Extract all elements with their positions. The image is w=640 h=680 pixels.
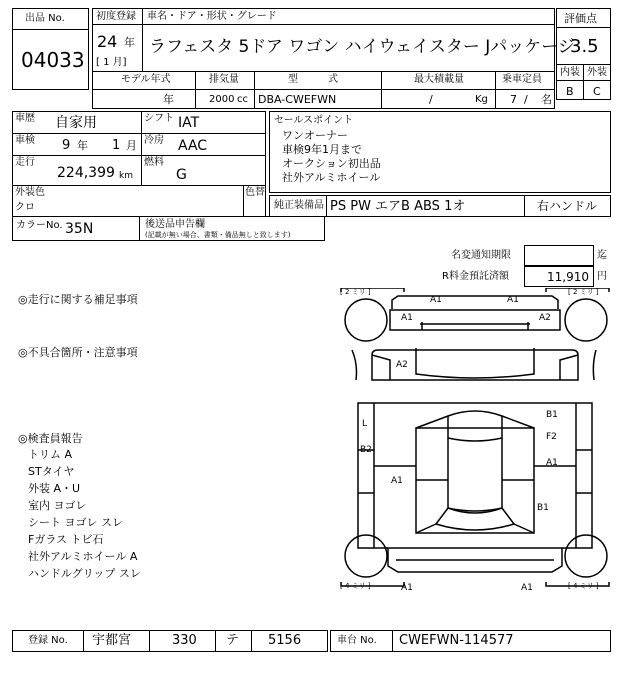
car-name-label: 車名・ドア・形状・グレード	[147, 11, 277, 22]
exterior-grade: C	[593, 85, 601, 98]
damage-mark: A1	[546, 458, 558, 468]
exterior-color-cell	[12, 185, 266, 217]
registration-label: 登録 No.	[28, 635, 68, 646]
inspector-item: シート ヨゴレ スレ	[28, 516, 123, 529]
color-no-cell	[12, 216, 140, 241]
exterior-grade-cell	[583, 80, 611, 100]
fuel-value: G	[176, 167, 187, 183]
damage-mark: A1	[391, 476, 403, 486]
displacement-value: 2000	[209, 94, 235, 105]
fee-field	[524, 266, 594, 287]
fee-label: R料金預託済額	[442, 271, 509, 282]
lot-label-cell	[12, 8, 89, 30]
sales-points-label: セールスポイント	[274, 115, 354, 126]
drive-side-cell	[524, 195, 611, 217]
inspector-report-label: ◎検査員報告	[18, 432, 83, 445]
color-no-value: 35N	[65, 221, 94, 237]
damage-mark: B2	[360, 445, 372, 455]
rating-label: 評価点	[564, 12, 597, 25]
first-reg-label: 初度登録	[96, 11, 136, 22]
sales-points-cell	[269, 111, 611, 193]
model-year-unit: 年	[163, 93, 174, 106]
name-change-unit: 迄	[597, 250, 607, 261]
damage-mark: A1	[401, 583, 413, 593]
exterior-color-label: 外装色	[15, 187, 45, 198]
fee-unit: 円	[597, 271, 607, 282]
inspection-month: 1	[112, 138, 121, 153]
damage-mark: A1	[521, 583, 533, 593]
type-value: DBA-CWEFWN	[258, 93, 337, 106]
fee-value: 11,910	[547, 270, 589, 284]
docs-label: 後送品申告欄	[145, 219, 205, 230]
inspection-year-unit: 年	[77, 139, 88, 152]
first-reg-year-unit: 年	[124, 36, 135, 49]
damage-mark: A2	[396, 360, 408, 370]
inspection-month-unit: 月	[126, 139, 137, 152]
rating-cell	[556, 27, 611, 65]
car-name-cell	[142, 24, 575, 72]
fuel-label: 燃料	[144, 157, 164, 168]
lot-number: 04033	[21, 48, 85, 72]
sales-points-list	[282, 129, 381, 185]
inspector-item: 外装 A・U	[28, 482, 81, 495]
type-label: 型 式	[288, 74, 338, 85]
wheel-front-right	[565, 299, 607, 341]
displacement-label: 排気量	[209, 74, 239, 85]
damage-mark: L	[362, 419, 368, 429]
registration-city: 宇都宮	[92, 633, 132, 648]
shift-value: IAT	[178, 115, 200, 131]
ac-label: 冷房	[144, 135, 164, 146]
inspector-item: ハンドルグリップ スレ	[28, 567, 141, 580]
wheel-front-left	[345, 299, 387, 341]
history-label: 車歴	[15, 113, 35, 124]
first-reg-month: [ 1 月]	[96, 57, 127, 68]
interior-grade-cell	[556, 80, 584, 100]
inspector-report-list	[28, 446, 141, 582]
displacement-unit: cc	[237, 94, 248, 105]
first-reg-cell	[92, 24, 143, 72]
tire-depth-front-right: [ 2 ミリ ]	[568, 288, 599, 296]
inspector-item: 室内 ヨゴレ	[28, 499, 87, 512]
max-load-unit: Kg	[475, 94, 488, 105]
equipment-label: 純正装備品	[274, 200, 324, 211]
inspection-year: 9	[62, 138, 71, 153]
capacity-value: 7	[510, 93, 517, 106]
damage-mark: A2	[539, 313, 551, 323]
wheel-rear-right	[565, 535, 607, 577]
tire-depth-front-left: [ 2 ミリ ]	[340, 288, 371, 296]
damage-mark: B1	[537, 503, 549, 513]
inspector-item: STタイヤ	[28, 465, 75, 478]
rating-label-cell	[556, 8, 611, 28]
inspector-item: トリム A	[28, 448, 73, 461]
defects-label: ◎不具合箇所・注意事項	[18, 346, 138, 359]
car-name: ラフェスタ 5ドア ワゴン ハイウェイスター Jパッケージ	[149, 37, 575, 57]
driving-notes-label: ◎走行に関する補足事項	[18, 293, 138, 306]
car-damage-diagram	[338, 288, 612, 598]
roof	[448, 438, 502, 511]
docs-note: (記載が無い場合、書類・備品無しと致します)	[145, 231, 291, 239]
history-value: 自家用	[55, 115, 97, 131]
color-no-label: カラーNo.	[16, 220, 63, 231]
hood	[416, 348, 534, 378]
wheel-rear-left	[345, 535, 387, 577]
mileage-label: 走行	[15, 157, 35, 168]
car-name-label-cell	[142, 8, 555, 25]
damage-mark: F2	[546, 432, 557, 442]
lot-number-cell	[12, 29, 89, 90]
rating-value: 3.5	[570, 36, 599, 57]
exterior-label: 外装	[587, 67, 607, 78]
windshield	[448, 411, 502, 441]
damage-mark: B1	[546, 410, 558, 420]
damage-mark: A1	[430, 295, 442, 305]
shift-label: シフト	[144, 113, 174, 124]
sales-point-item: ワンオーナー	[282, 129, 348, 142]
color-change-label: 色替	[245, 187, 265, 198]
first-reg-year: 24	[97, 32, 118, 51]
first-reg-label-cell	[92, 8, 143, 25]
details-table	[12, 111, 266, 186]
capacity-unit: 名	[541, 93, 552, 106]
name-change-field	[524, 245, 594, 266]
capacity-slash: /	[524, 93, 528, 106]
mileage-unit: km	[119, 171, 133, 181]
sales-point-item: オークション初出品	[282, 157, 381, 170]
registration-number: 5156	[268, 633, 302, 648]
interior-label: 内装	[560, 67, 580, 78]
drive-side: 右ハンドル	[537, 199, 598, 213]
sales-point-item: 車検9年1月まで	[282, 143, 362, 156]
tire-depth-rear-right: [ 4 ミリ ]	[568, 582, 599, 590]
inspection-label: 車検	[15, 135, 35, 146]
exterior-label-cell	[583, 64, 611, 81]
registration-kana: テ	[226, 633, 240, 648]
capacity-label: 乗車定員	[502, 74, 542, 85]
chassis-number: CWEFWN-114577	[399, 633, 514, 648]
model-year-label: モデル年式	[121, 74, 171, 85]
inspector-item: Fガラス トビ石	[28, 533, 104, 546]
lot-label: 出品 No.	[25, 13, 65, 24]
interior-label-cell	[556, 64, 584, 81]
sales-point-item: 社外アルミホイール	[282, 171, 381, 184]
max-load-slash: /	[429, 93, 433, 106]
equipment-cell	[269, 195, 525, 217]
exterior-color-value: クロ	[15, 202, 35, 213]
docs-cell	[139, 216, 325, 241]
tire-depth-rear-left: [ 4 ミリ ]	[340, 582, 371, 590]
max-load-label: 最大積載量	[414, 74, 464, 85]
registration-class: 330	[172, 633, 197, 648]
front-bumper-top	[392, 296, 558, 309]
ac-value: AAC	[178, 138, 208, 154]
damage-mark: A1	[401, 313, 413, 323]
interior-grade: B	[566, 85, 574, 98]
chassis-label: 車台 No.	[337, 635, 377, 646]
mileage-value: 224,399	[57, 165, 115, 181]
inspector-item: 社外アルミホイール A	[28, 550, 138, 563]
front-bumper	[390, 310, 560, 330]
equipment-value: PS PW エアB ABS 1オ	[330, 199, 466, 214]
name-change-label: 名変通知期限	[451, 250, 511, 261]
damage-mark: A1	[507, 295, 519, 305]
